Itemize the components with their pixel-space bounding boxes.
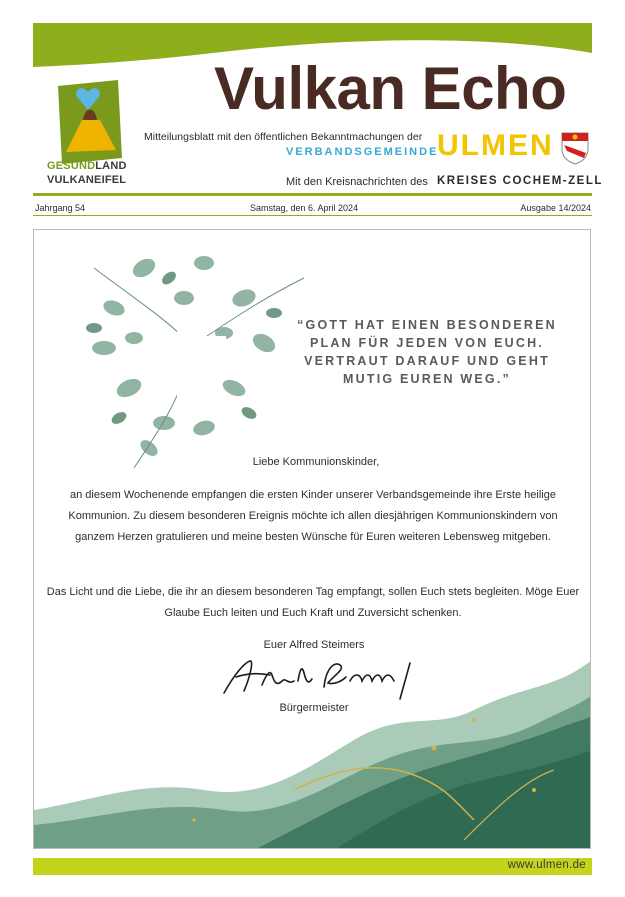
footer-bar — [33, 858, 592, 875]
kreis-prefix: Mit den Kreisnachrichten des — [286, 176, 428, 188]
issue-volume: Jahrgang 54 — [35, 203, 86, 213]
signatory-role: Bürgermeister — [279, 702, 349, 714]
logo-text-vulkaneifel: VULKANEIFEL — [47, 174, 127, 186]
communion-card — [33, 229, 591, 849]
subtitle-line2: VERBANDSGEMEINDE — [286, 146, 439, 158]
greeting: Liebe Kommunionskinder, — [252, 456, 380, 468]
cross-icon — [144, 308, 226, 418]
issue-date: Samstag, den 6. April 2024 — [250, 203, 359, 213]
coat-of-arms-icon — [561, 131, 589, 165]
paragraph-2: Das Licht und die Liebe, die ihr an diesem besonderen Tag empfangt, sollen Euch stets begleiten. Möge Euer Glaube Euch leiten und Euch Kraft und Zuversicht schenken. — [46, 586, 580, 619]
handwritten-signature — [214, 655, 424, 703]
subtitle-line1: Mitteilungsblatt mit den öffentlichen Bekanntmachungen der — [144, 131, 423, 143]
closing-line: Euer Alfred Steimers — [263, 639, 365, 651]
newspaper-title: Vulkan Echo — [214, 55, 567, 122]
footer-website-link[interactable]: www.ulmen.de — [507, 859, 586, 871]
header-rule-top — [33, 193, 592, 196]
logo-text-gesundland: GESUNDLAND — [47, 160, 127, 172]
eucalyptus-wreath — [74, 238, 314, 483]
paragraph-1: an diesem Wochenende empfangen die ersten Kinder unserer Verbandsgemeinde ihre Erste heilige Kommunion. Zu diesem besonderen Ereignis möchte ich allen diesjährigen Kommunionskindern von ganzem Herzen gratulieren und meine besten Wünsche für Euren weiteren Lebensweg mitgeben. — [68, 489, 558, 543]
kreis-name: KREISES COCHEM-ZELL — [437, 175, 603, 187]
issue-edition: Ausgabe 14/2024 — [520, 203, 591, 213]
header-rule-bottom — [33, 215, 592, 216]
municipality-name: ULMEN — [437, 129, 554, 162]
bible-quote: “GOTT HAT EINEN BESONDEREN PLAN FÜR JEDEN VON EUCH. VERTRAUT DARAUF UND GEHT MUTIG EUREN WEG.” — [297, 318, 557, 386]
